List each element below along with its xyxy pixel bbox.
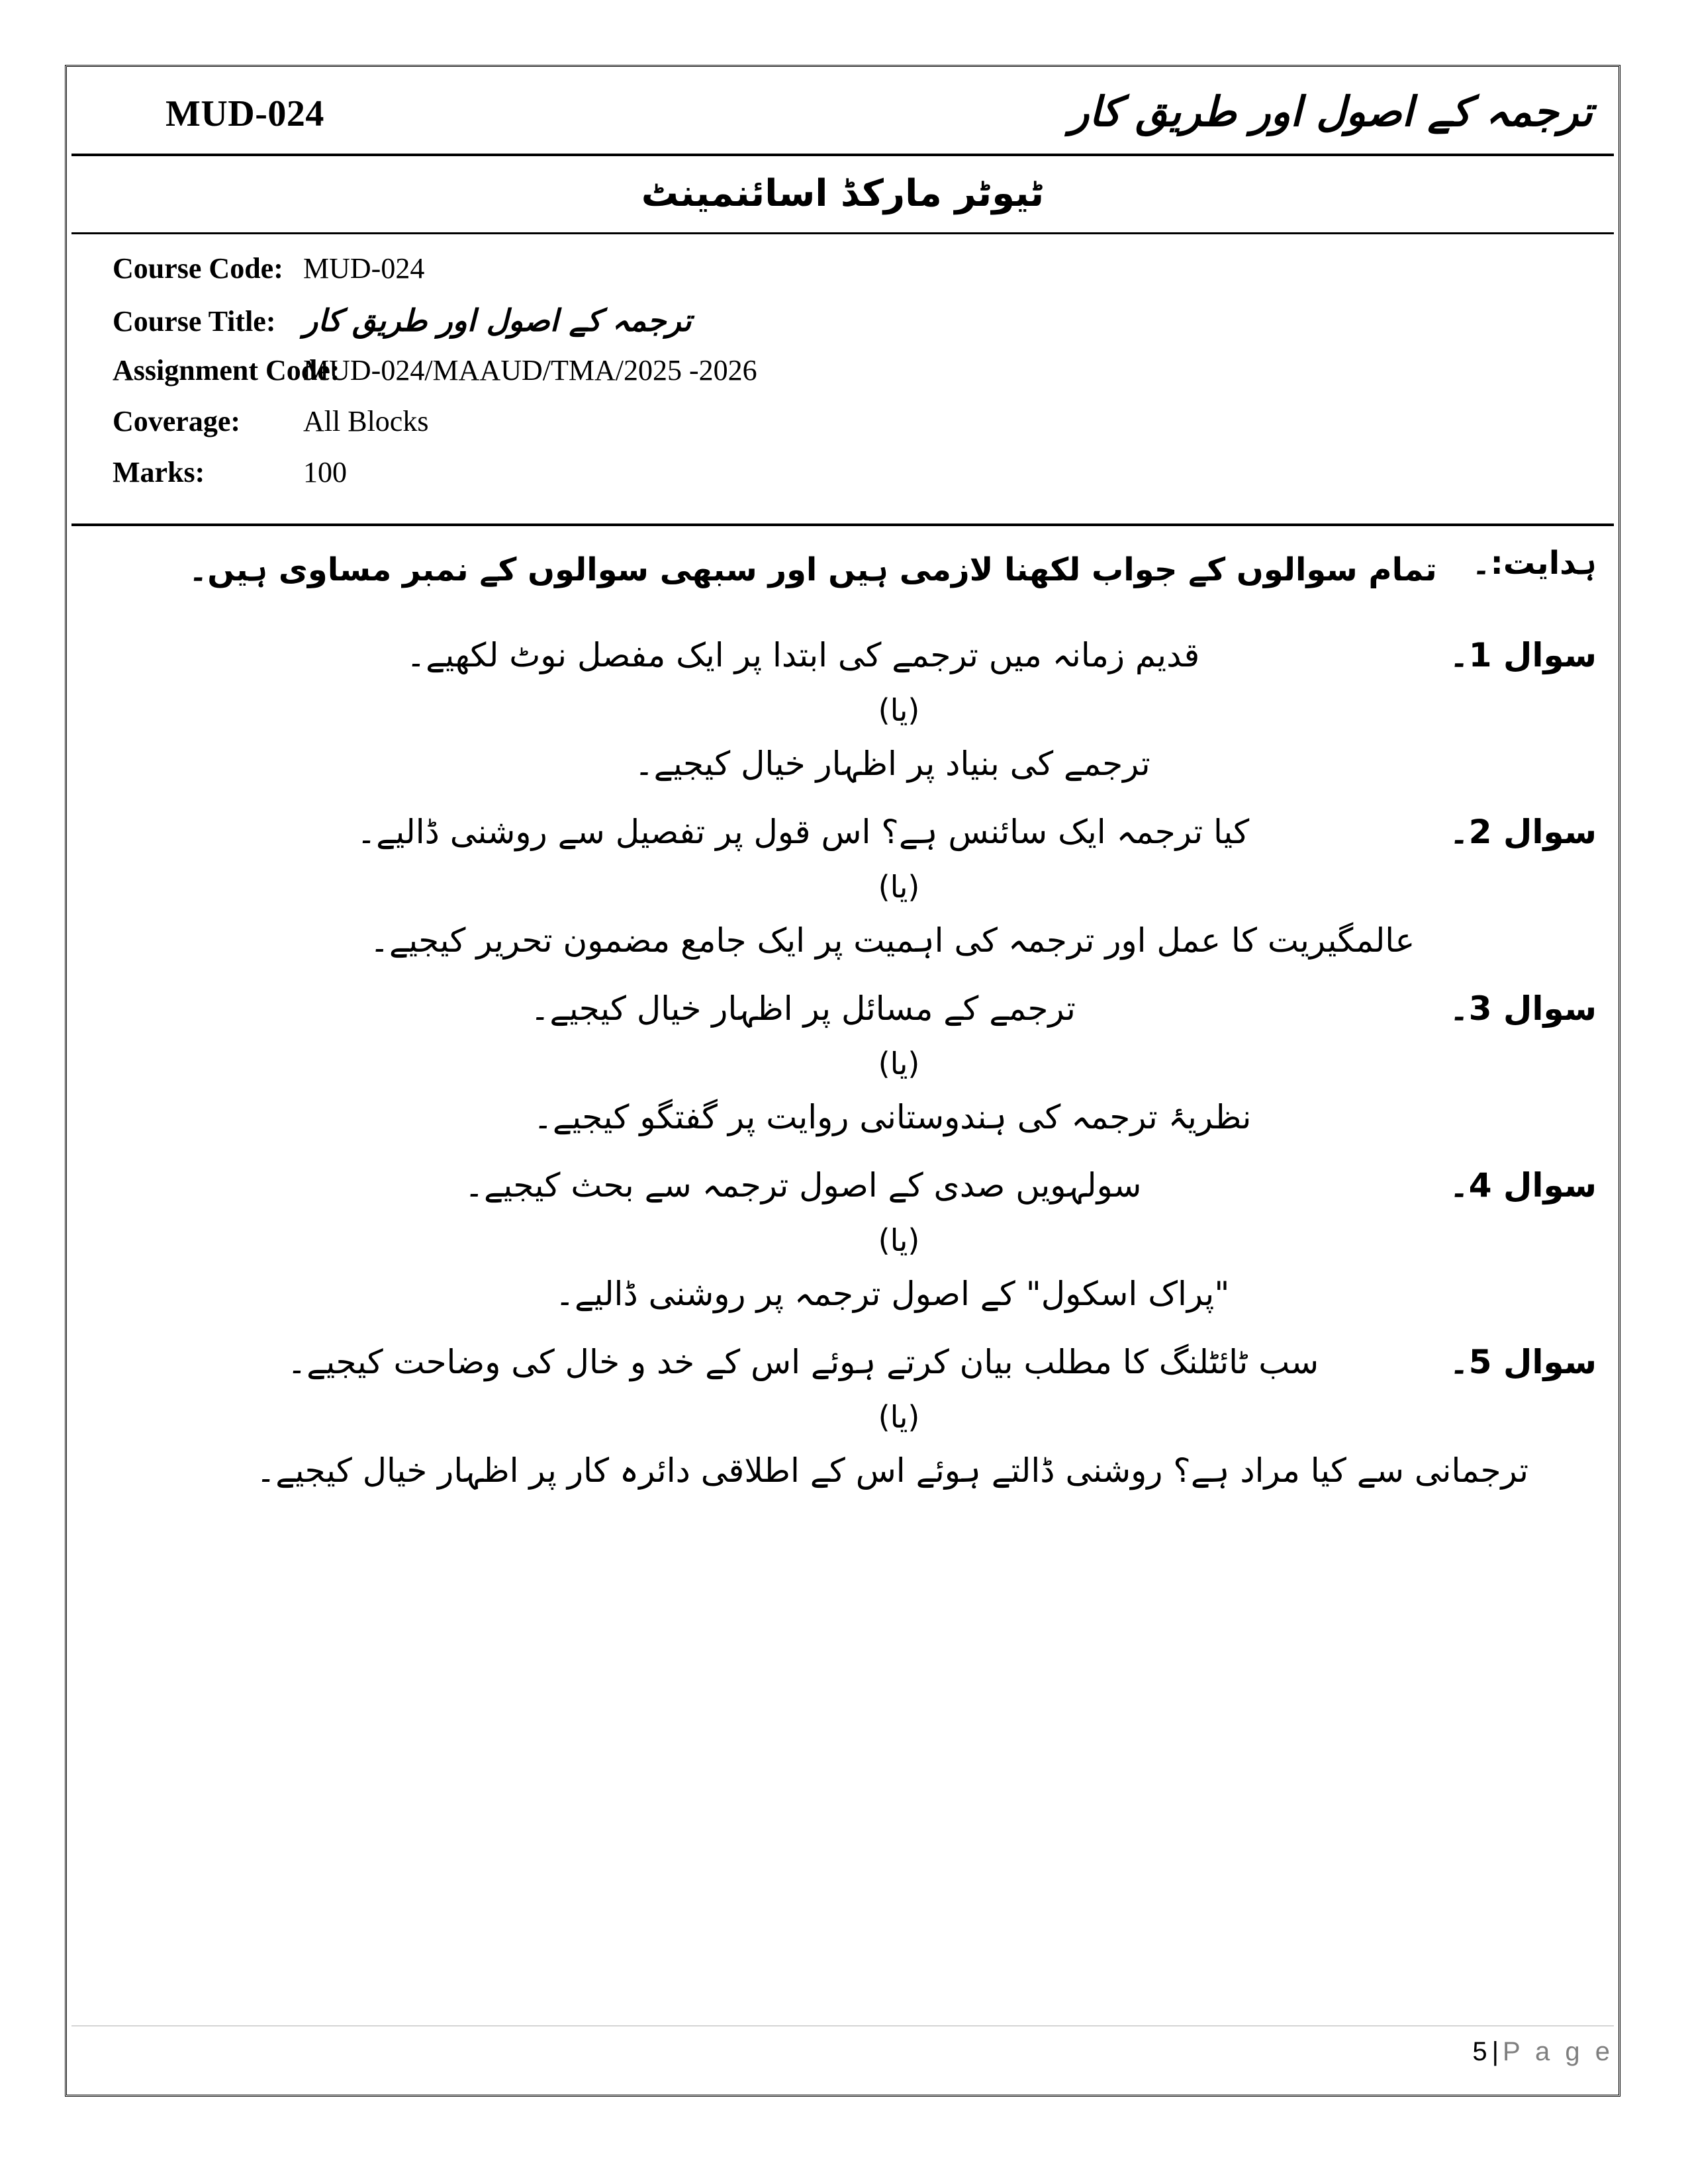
question-block-5 [71, 1336, 1614, 1498]
header-course-title-urdu: ترجمہ کے اصول اور طریق کار [1069, 87, 1593, 136]
detail-label: Course Title: [113, 305, 276, 338]
question-or-separator: (یا) [878, 692, 920, 728]
detail-label: Marks: [113, 456, 205, 488]
question-label: سوال 4۔ [1449, 1165, 1597, 1205]
question-main-line [71, 982, 1614, 1036]
detail-value: All Blocks [303, 405, 429, 437]
instruction-text: تمام سوالوں کے جواب لکھنا لازمی ہیں اور سبھی سوالوں کے نمبر مساوی ہیں۔ [189, 551, 1437, 588]
question-alternative-text: ترجمے کی بنیاد پر اظہار خیال کیجیے۔ [634, 744, 1150, 783]
question-text: ترجمے کے مسائل پر اظہار خیال کیجیے۔ [530, 989, 1076, 1028]
question-block-2 [71, 805, 1614, 968]
question-main-line [71, 1159, 1614, 1212]
question-block-3 [71, 982, 1614, 1144]
detail-label: Assignment Code: [113, 354, 340, 387]
question-text: سولہویں صدی کے اصول ترجمہ سے بحث کیجیے۔ [464, 1165, 1142, 1205]
detail-label: Course Code: [113, 252, 283, 285]
question-text: کیا ترجمہ ایک سائنس ہے؟ اس قول پر تفصیل سے روشنی ڈالیے۔ [356, 812, 1250, 851]
question-or-separator: (یا) [878, 868, 920, 905]
detail-value: ترجمہ کے اصول اور طریق کار [303, 302, 692, 338]
detail-row-assignment-code [71, 353, 1614, 404]
instruction-label: ہدایت:۔ [1472, 545, 1597, 582]
question-or-separator: (یا) [878, 1222, 920, 1258]
page-content [71, 71, 1614, 2090]
question-label: سوال 3۔ [1449, 989, 1597, 1028]
page-footer [71, 2025, 1614, 2085]
footer-page-label: P a g e [1502, 2037, 1614, 2066]
question-alternative-text: عالمگیریت کا عمل اور ترجمہ کی اہمیت پر ایک جامع مضمون تحریر کیجیے۔ [369, 921, 1415, 960]
question-main-line [71, 629, 1614, 682]
question-main-line [71, 805, 1614, 859]
assignment-banner-title: ٹیوٹر مارکڈ اسائنمینٹ [641, 172, 1045, 216]
question-label: سوال 2۔ [1449, 812, 1597, 851]
question-alternative-text: "پراک اسکول" کے اصول ترجمہ پر روشنی ڈالیے۔ [555, 1274, 1230, 1313]
detail-value: MUD-024/MAAUD/TMA/2025 -2026 [303, 354, 757, 387]
question-or-separator: (یا) [878, 1398, 920, 1435]
assignment-banner-row [71, 156, 1614, 234]
question-block-1 [71, 629, 1614, 791]
footer-separator: | [1491, 2037, 1499, 2066]
question-main-line [71, 1336, 1614, 1389]
detail-row-coverage [71, 404, 1614, 455]
detail-row-course-code [71, 251, 1614, 302]
questions-list [71, 618, 1614, 1498]
header-course-code: MUD-024 [165, 93, 324, 134]
question-text: قدیم زمانہ میں ترجمے کی ابتدا پر ایک مفصل نوٹ لکھیے۔ [406, 635, 1200, 674]
detail-row-marks [71, 455, 1614, 506]
question-alternative-text: ترجمانی سے کیا مراد ہے؟ روشنی ڈالتے ہوئے اس کے اطلاقی دائرہ کار پر اظہار خیال کیجیے۔ [256, 1451, 1529, 1490]
detail-value: MUD-024 [303, 252, 425, 285]
course-details-table [71, 234, 1614, 526]
question-block-4 [71, 1159, 1614, 1321]
footer-page-number: 5 [1472, 2037, 1488, 2066]
question-or-separator: (یا) [878, 1045, 920, 1081]
document-header [71, 71, 1614, 156]
question-label: سوال 1۔ [1449, 635, 1597, 674]
instruction-row [71, 526, 1614, 618]
question-alternative-text: نظریۂ ترجمہ کی ہندوستانی روایت پر گفتگو کیجیے۔ [533, 1097, 1252, 1136]
question-label: سوال 5۔ [1449, 1342, 1597, 1381]
question-text: سب ٹائٹلنگ کا مطلب بیان کرتے ہوئے اس کے خد و خال کی وضاحت کیجیے۔ [287, 1342, 1319, 1381]
detail-value: 100 [303, 456, 347, 488]
detail-label: Coverage: [113, 405, 241, 437]
detail-row-course-title [71, 302, 1614, 353]
